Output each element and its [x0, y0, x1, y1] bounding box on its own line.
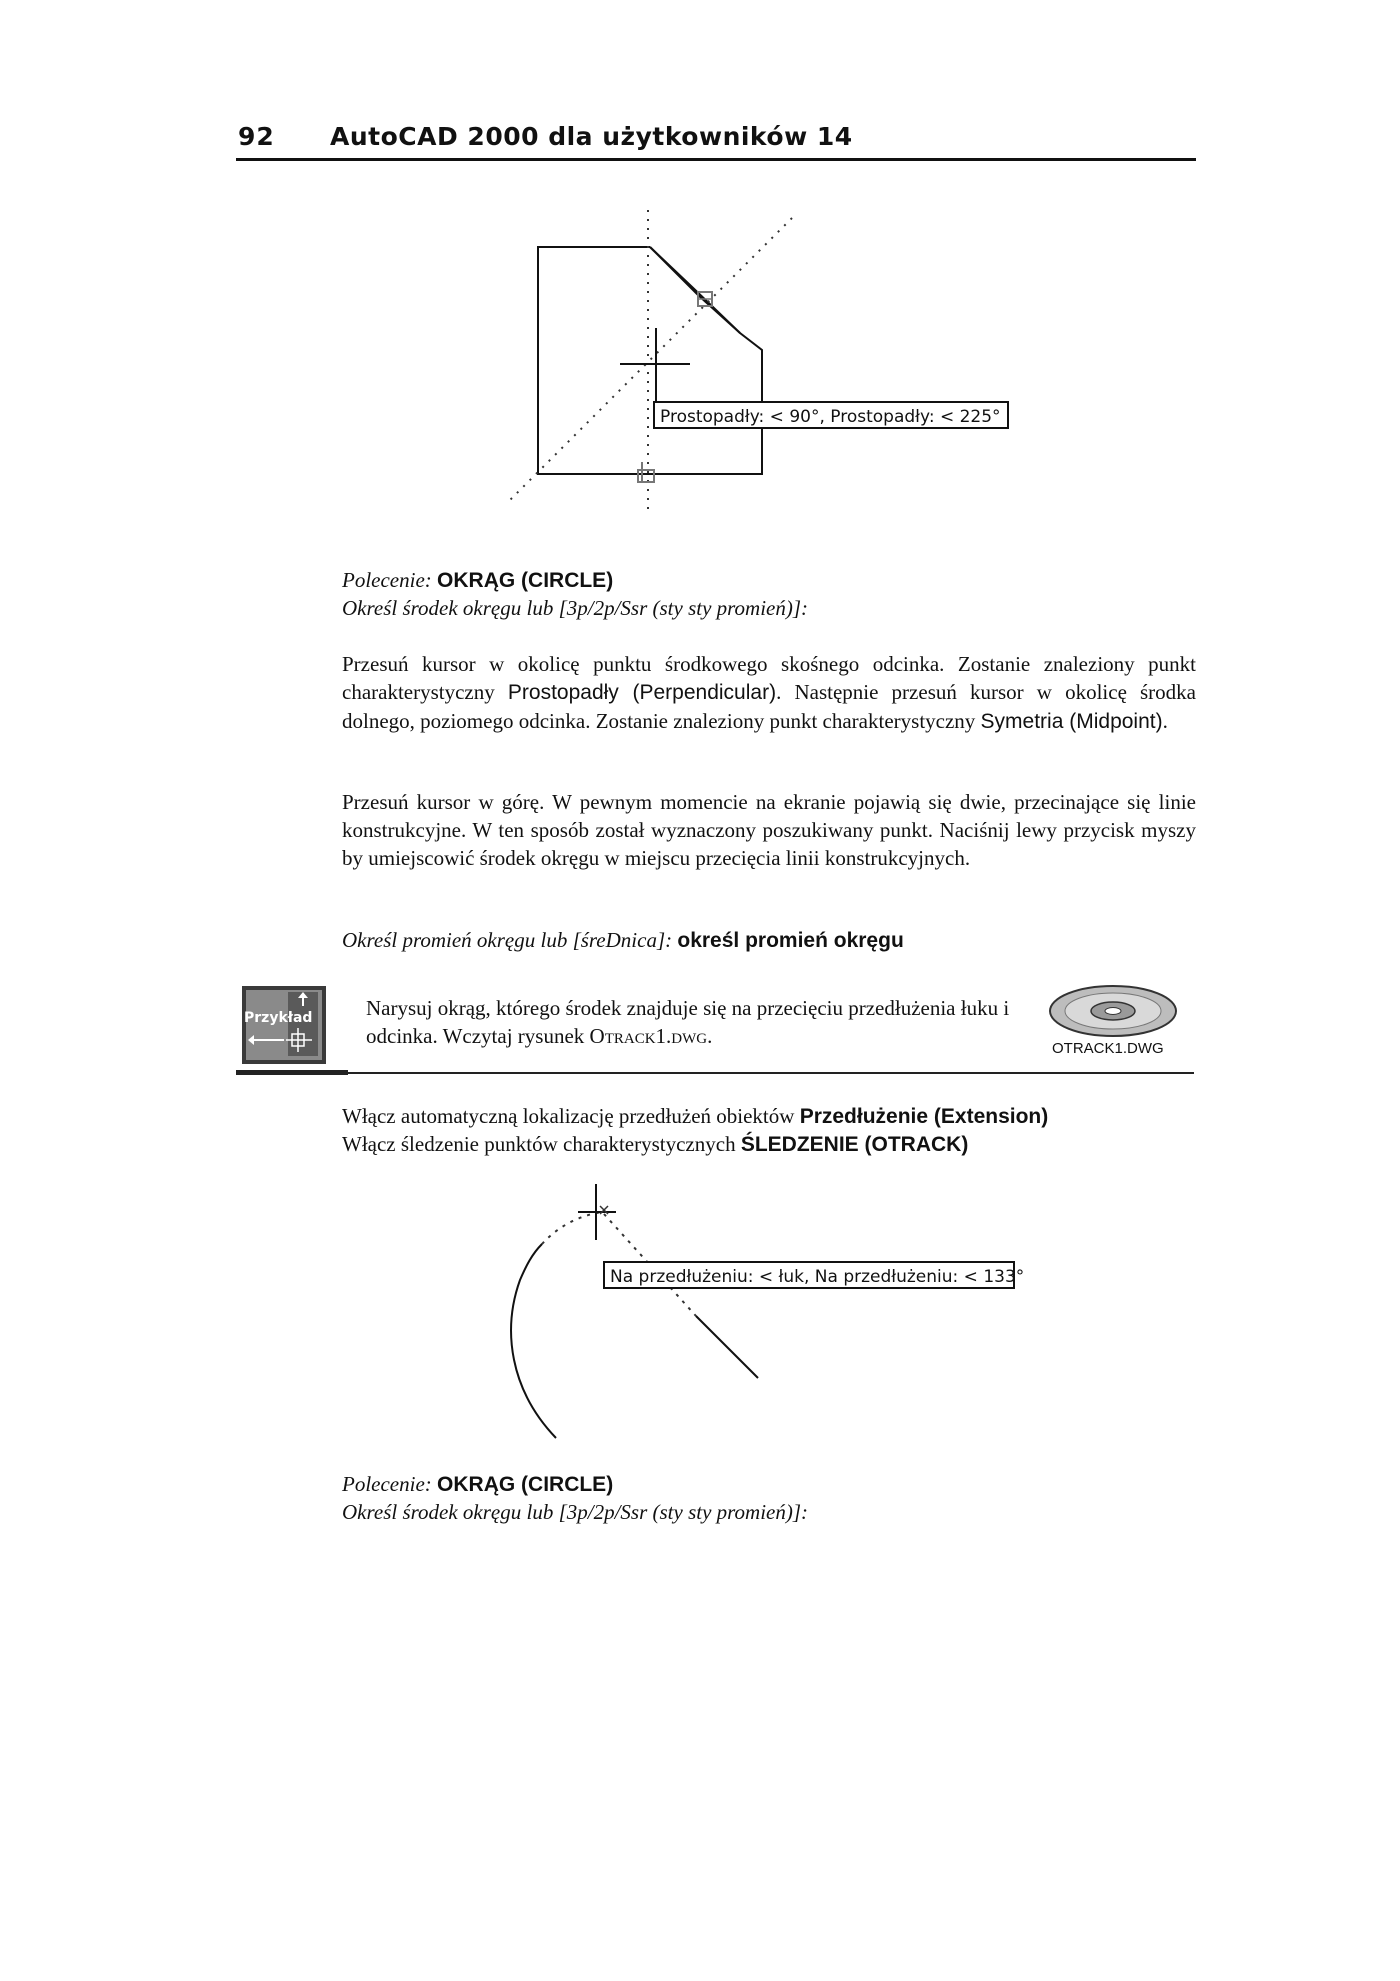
- step-1-key: Przedłużenie (Extension): [799, 1105, 1049, 1128]
- keyword-perpendicular: Prostopadły (Perpendicular): [507, 681, 777, 704]
- command-label-2: Polecenie:: [342, 1472, 432, 1496]
- step-2-text: Włącz śledzenie punktów charakterystycznych: [342, 1132, 741, 1156]
- paragraph-1-text-a: Przesuń kursor w okolicę punktu środkowego skośnego odcinka. Zostanie znaleziony punkt charakterystyczny: [342, 652, 1196, 704]
- cd-label: OTRACK1.DWG: [1052, 1040, 1164, 1057]
- header-rule: [236, 158, 1196, 161]
- example-file: Otrack1.dwg: [589, 1024, 708, 1048]
- paragraph-1-text-c: .: [1162, 709, 1168, 733]
- midpoint-marker-icon: [638, 462, 654, 482]
- figure2-arc-extension: [542, 1212, 604, 1244]
- command-name-2: OKRĄG (CIRCLE): [437, 1473, 614, 1496]
- example-text-a: Narysuj okrąg, którego środek znajduje się na przecięciu przedłużenia łuku i odcinka. Wczytaj rysunek: [366, 996, 1010, 1048]
- command-prompt-2: Określ środek okręgu lub [3p/2p/Ssr (sty sty promień)]:: [342, 1500, 809, 1524]
- figure-extension-tracking: [480, 1180, 1040, 1450]
- figure1-outline: [538, 247, 762, 474]
- radius-action: określ promień okręgu: [677, 929, 904, 952]
- figure2-tooltip: Na przedłużeniu: < łuk, Na przedłużeniu: < 133°: [610, 1267, 1025, 1287]
- example-rule-accent: [236, 1070, 348, 1075]
- keyword-midpoint: Symetria (Midpoint): [980, 710, 1163, 733]
- cd-icon: [1046, 982, 1180, 1040]
- example-badge-label: Przykład: [244, 1010, 313, 1026]
- command-label: Polecenie:: [342, 568, 432, 592]
- paragraph-1: [342, 650, 1196, 736]
- paragraph-2: Przesuń kursor w górę. W pewnym momencie na ekranie pojawią się dwie, przecinające się linie konstrukcyjne. W ten sposób został wyznaczony poszukiwany punkt. Naciśnij lewy przycisk myszy by umiejscowić środek okręgu w miejscu przecięcia linii konstrukcyjnych.: [342, 790, 1196, 870]
- figure-perpendicular-tracking: [480, 200, 1040, 520]
- page-number: 92: [238, 122, 275, 151]
- figure1-tooltip: Prostopadły: < 90°, Prostopadły: < 225°: [660, 407, 1001, 427]
- figure1-diagonal-tracking-line: [506, 218, 792, 504]
- radius-prompt: Określ promień okręgu lub [śreDnica]:: [342, 928, 673, 952]
- command-name: OKRĄG (CIRCLE): [437, 569, 614, 592]
- example-text: [366, 994, 1036, 1050]
- figure2-arc: [511, 1244, 556, 1438]
- book-title: AutoCAD 2000 dla użytkowników 14: [330, 122, 853, 151]
- example-badge-icon: [240, 984, 328, 1066]
- step-2-key: ŚLEDZENIE (OTRACK): [740, 1133, 969, 1156]
- example-rule: [236, 1072, 1194, 1074]
- step-1-text: Włącz automatyczną lokalizację przedłużeń obiektów: [342, 1104, 800, 1128]
- command-prompt: Określ środek okręgu lub [3p/2p/Ssr (sty sty promień)]:: [342, 596, 809, 620]
- example-text-b: .: [707, 1024, 713, 1048]
- figure2-line: [696, 1316, 758, 1378]
- paragraph-1-text-b: . Następnie przesuń kursor w okolicę środka dolnego, poziomego odcinka. Zostanie znaleziony punkt charakterystyczny: [342, 680, 1196, 733]
